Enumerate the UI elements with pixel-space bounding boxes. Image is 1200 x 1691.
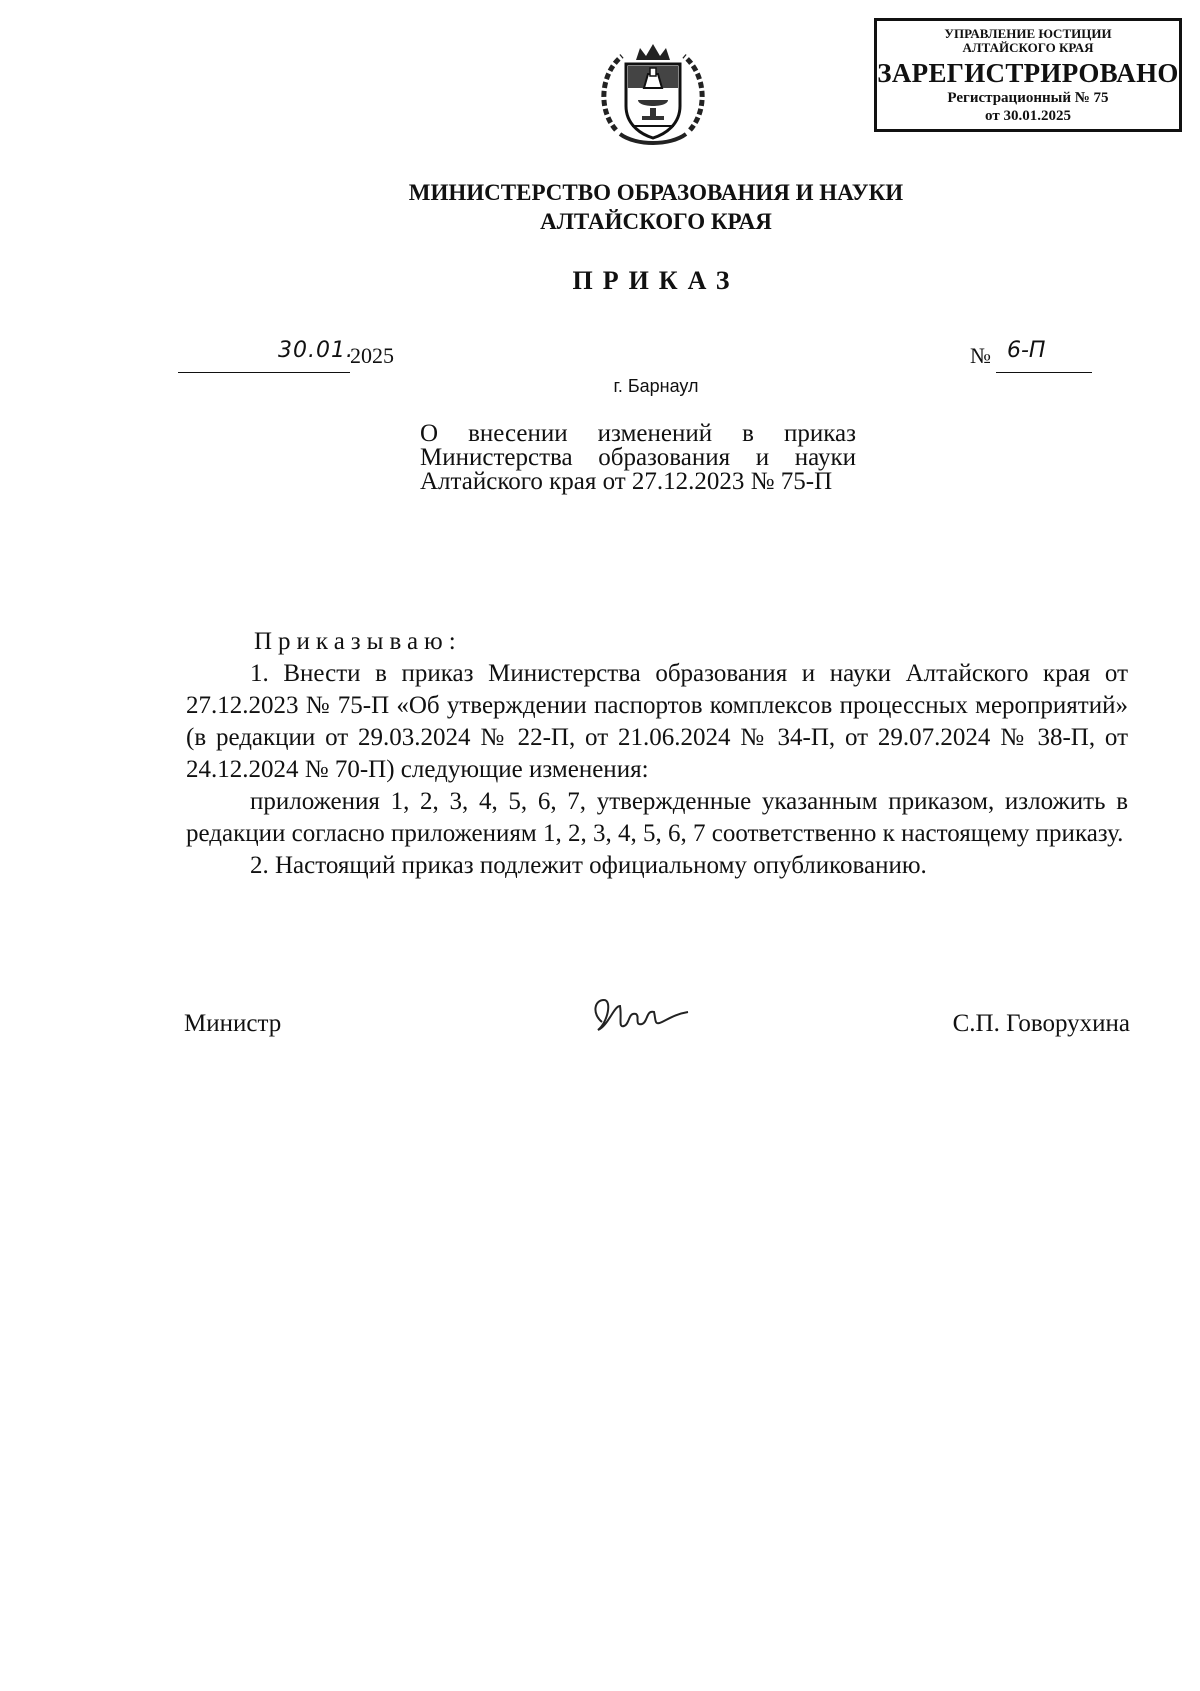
handwritten-signature	[584, 992, 694, 1042]
ministry-name-line-1: МИНИСТЕРСТВО ОБРАЗОВАНИЯ И НАУКИ	[408, 180, 904, 205]
registration-stamp	[874, 18, 1182, 132]
document-type-title: ПРИКАЗ	[572, 266, 740, 295]
date-year: 2025	[350, 343, 394, 368]
paragraph-3: 2. Настоящий приказ подлежит официальному опубликованию.	[250, 852, 927, 879]
stamp-status: ЗАРЕГИСТРИРОВАНО	[877, 58, 1179, 88]
stamp-line-2: АЛТАЙСКОГО КРАЯ	[962, 40, 1094, 55]
document-body	[186, 626, 1128, 882]
stamp-reg-date: от 30.01.2025	[985, 108, 1071, 124]
stamp-reg-number: Регистрационный № 75	[947, 90, 1109, 106]
number-underline	[996, 372, 1092, 373]
ministry-name-line-2: АЛТАЙСКОГО КРАЯ	[540, 209, 772, 234]
document-subject: О внесении изменений в приказ Министерства образования и науки Алтайского края от 27.12.2023 № 75-П	[420, 420, 856, 495]
paragraph-1: 1. Внести в приказ Министерства образования и науки Алтайского края от 27.12.2023 № 75-П «Об утверждении паспортов комплексов процессных мероприятий» (в редакции от 29.03.2024 № 22-П, от 21.06.2024 № 34-П, от 29.07.2024 № 38-П, от 24.12.2024 № 70-П) следующие изменения:	[186, 660, 1128, 783]
number-label: №	[970, 343, 991, 368]
number-handwritten: 6-П	[1007, 338, 1046, 363]
city: г. Барнаул	[613, 376, 699, 396]
stamp-line-1: УПРАВЛЕНИЕ ЮСТИЦИИ	[944, 26, 1112, 41]
date-handwritten: 30.01.	[278, 338, 354, 363]
signatory-role: Министр	[184, 1010, 282, 1037]
paragraph-2: приложения 1, 2, 3, 4, 5, 6, 7, утвержденные указанным приказом, изложить в редакции согласно приложениям 1, 2, 3, 4, 5, 6, 7 соответственно к настоящему приказу.	[186, 788, 1128, 847]
date-underline	[178, 372, 350, 373]
altai-krai-coat-of-arms-icon	[596, 38, 710, 152]
signatory-name: С.П. Говорухина	[952, 1010, 1130, 1037]
order-word: Приказываю:	[254, 628, 462, 655]
